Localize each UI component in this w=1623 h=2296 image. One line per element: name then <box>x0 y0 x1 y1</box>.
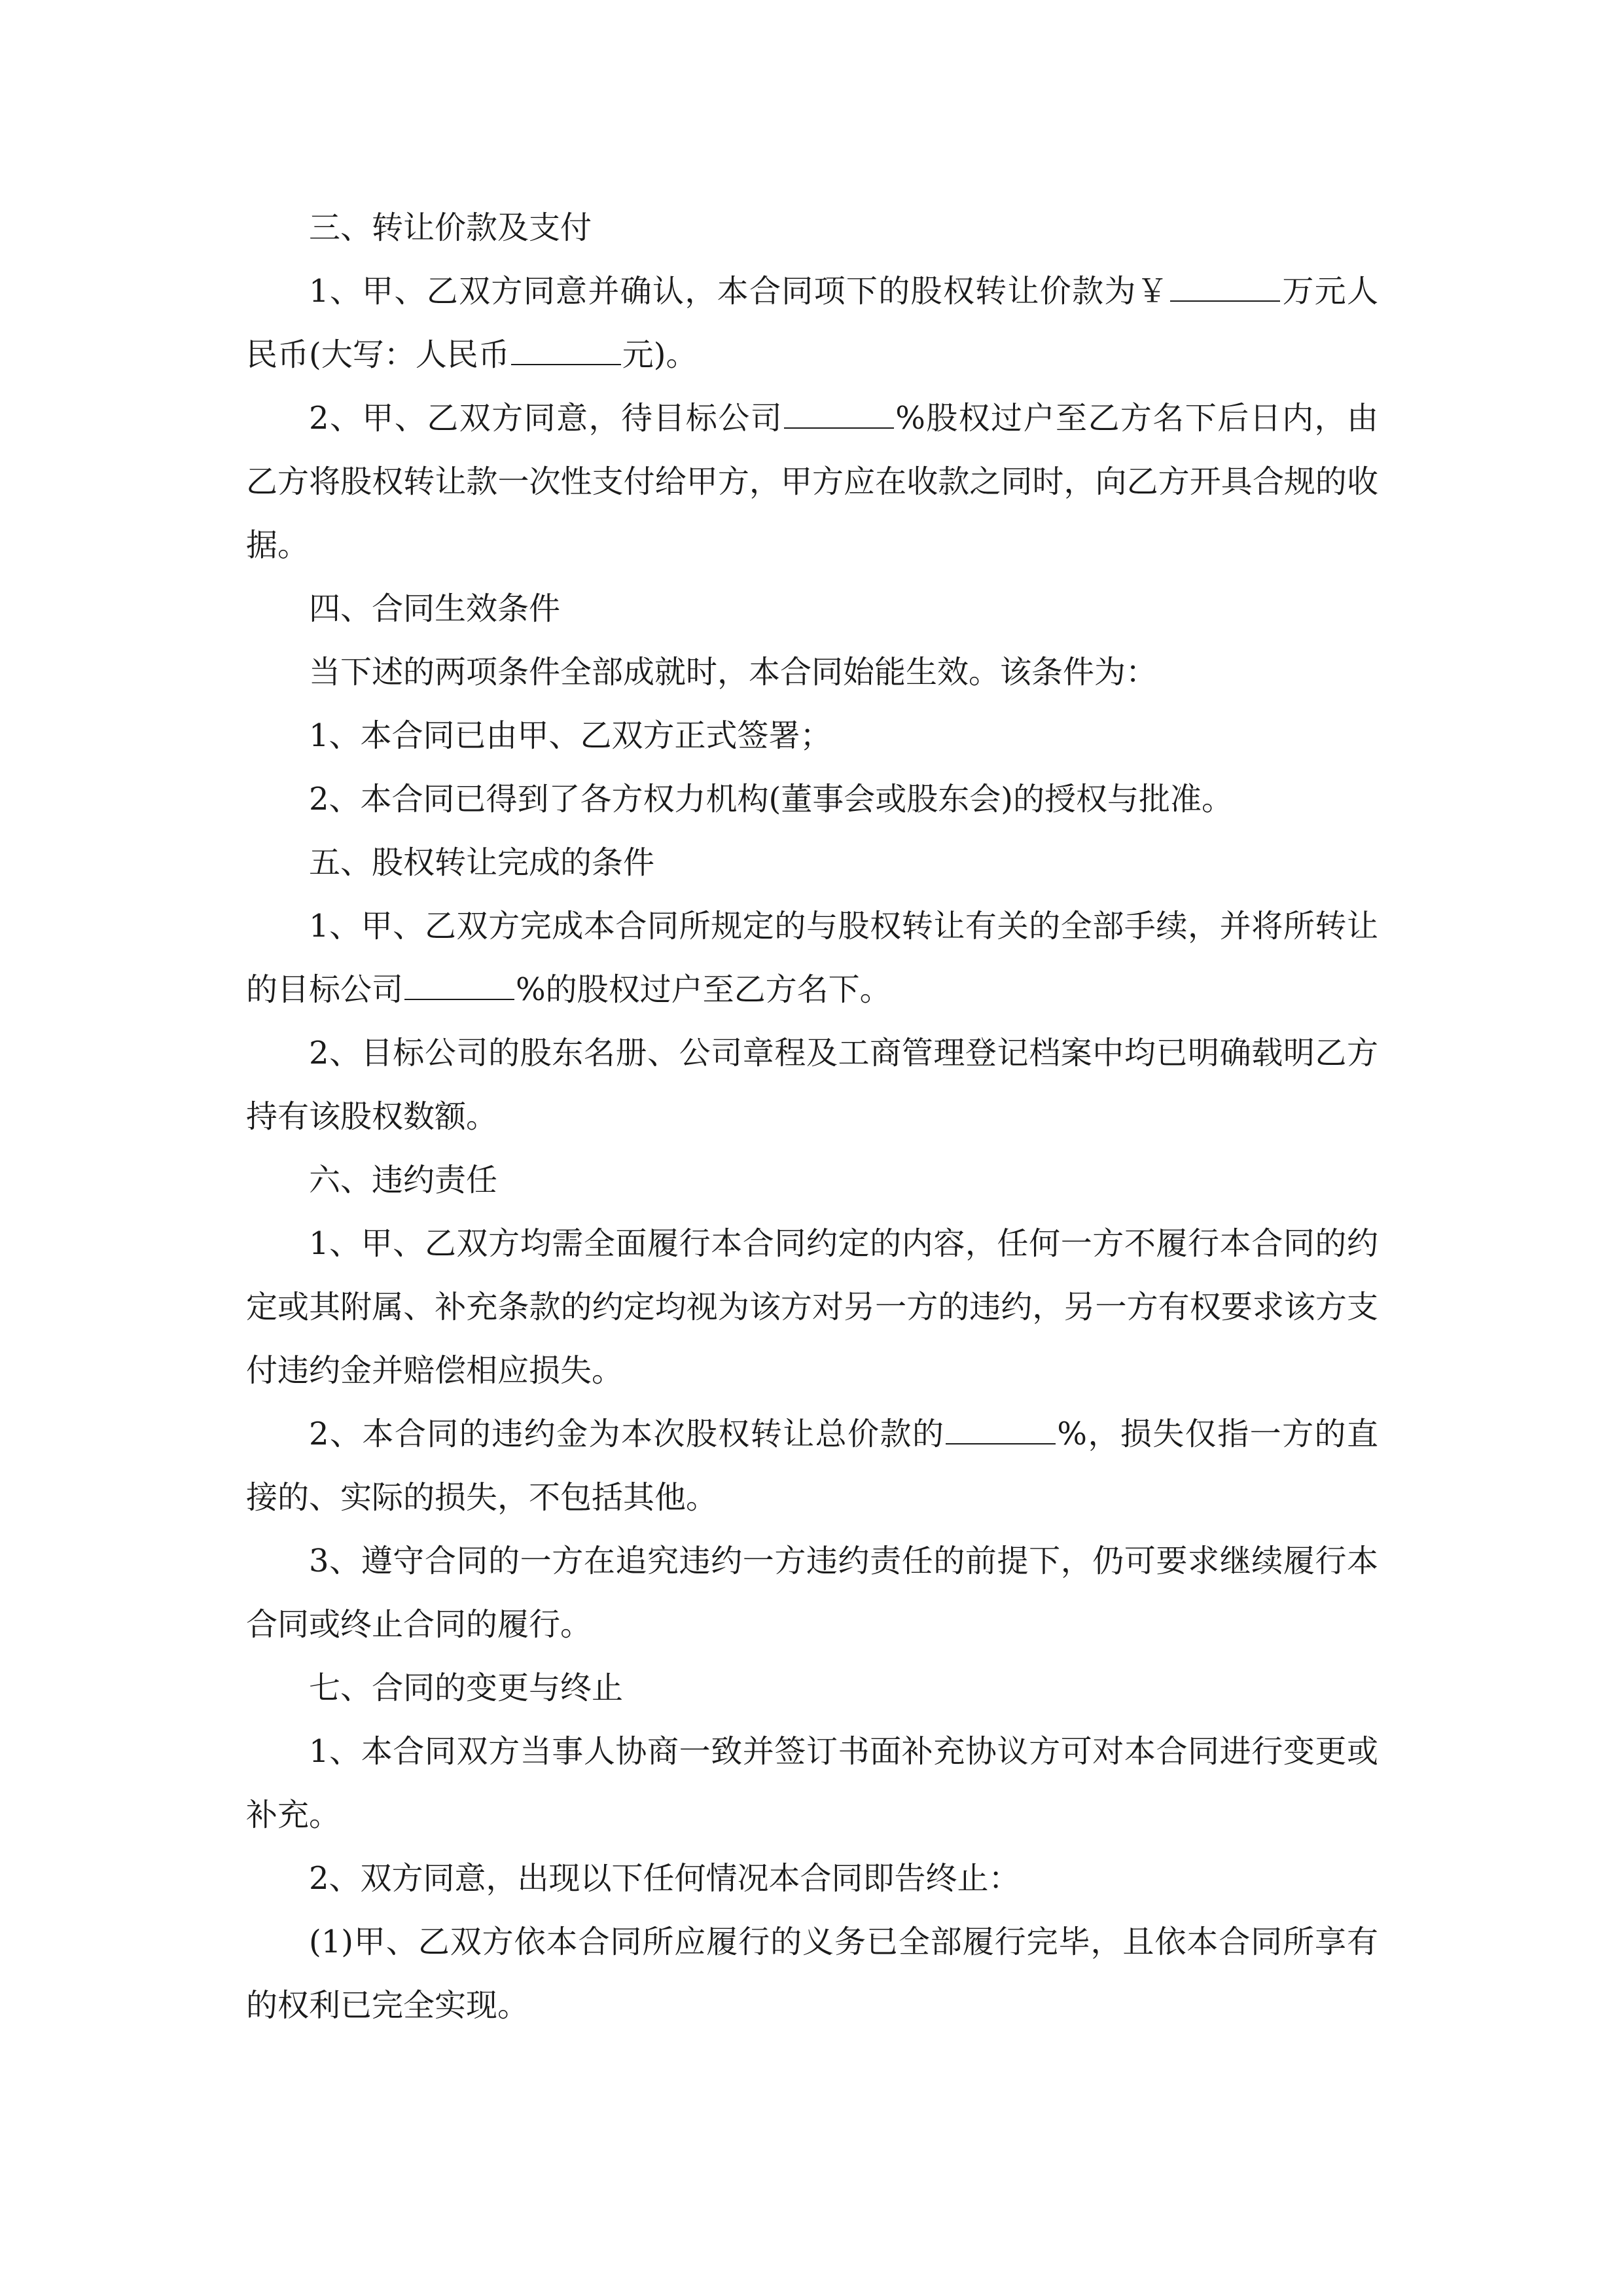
section-heading: 七、合同的变更与终止 <box>309 1670 624 1706</box>
clause-paragraph: 1、本合同双方当事人协商一致并签订书面补充协议方可对本合同进行变更或补充。 <box>246 1733 1378 1833</box>
fill-blank[interactable] <box>784 401 894 429</box>
clause-paragraph: 当下述的两项条件全部成就时，本合同始能生效。该条件为： <box>309 654 1158 691</box>
clause-paragraph: 1、甲、乙双方完成本合同所规定的与股权转让有关的全部手续，并将所转让的目标公司 %的股权过户至乙方名下。 <box>246 908 1378 1008</box>
clause-paragraph: (1)甲、乙双方依本合同所应履行的义务已全部履行完毕，且依本合同所享有的权利已完全实现。 <box>246 1924 1378 2024</box>
document-body <box>246 196 1378 2037</box>
section-heading: 四、合同生效条件 <box>309 590 561 627</box>
clause-paragraph: 1、本合同已由甲、乙双方正式签署； <box>309 717 832 754</box>
fill-blank[interactable] <box>946 1417 1056 1444</box>
fill-blank[interactable] <box>404 973 514 1000</box>
clause-paragraph: 3、遵守合同的一方在追究违约一方违约责任的前提下，仍可要求继续履行本合同或终止合同的履行。 <box>246 1543 1378 1643</box>
section-heading: 六、违约责任 <box>309 1162 498 1198</box>
clause-paragraph: 2、本合同已得到了各方权力机构(董事会或股东会)的授权与批准。 <box>309 781 1233 817</box>
clause-paragraph: 2、甲、乙双方同意，待目标公司 %股权过户至乙方名下后日内，由乙方将股权转让款一次性支付给甲方，甲方应在收款之同时，向乙方开具合规的收据。 <box>246 400 1378 564</box>
clause-paragraph: 1、甲、乙双方均需全面履行本合同约定的内容，任何一方不履行本合同的约定或其附属、补充条款的约定均视为该方对另一方的违约，另一方有权要求该方支付违约金并赔偿相应损失。 <box>246 1225 1378 1389</box>
clause-paragraph: 2、目标公司的股东名册、公司章程及工商管理登记档案中均已明确载明乙方持有该股权数额。 <box>246 1035 1378 1135</box>
fill-blank[interactable] <box>511 338 621 365</box>
clause-paragraph: 1、甲、乙双方同意并确认，本合同项下的股权转让价款为￥ 万元人民币(大写：人民币 元)。 <box>246 273 1378 373</box>
clause-paragraph: 2、本合同的违约金为本次股权转让总价款的 %，损失仅指一方的直接的、实际的损失，不包括其他。 <box>246 1416 1378 1516</box>
fill-blank[interactable] <box>1170 274 1280 302</box>
clause-paragraph: 2、双方同意，出现以下任何情况本合同即告终止： <box>309 1860 1020 1897</box>
section-heading: 五、股权转让完成的条件 <box>309 844 655 881</box>
section-heading: 三、转让价款及支付 <box>309 209 592 246</box>
